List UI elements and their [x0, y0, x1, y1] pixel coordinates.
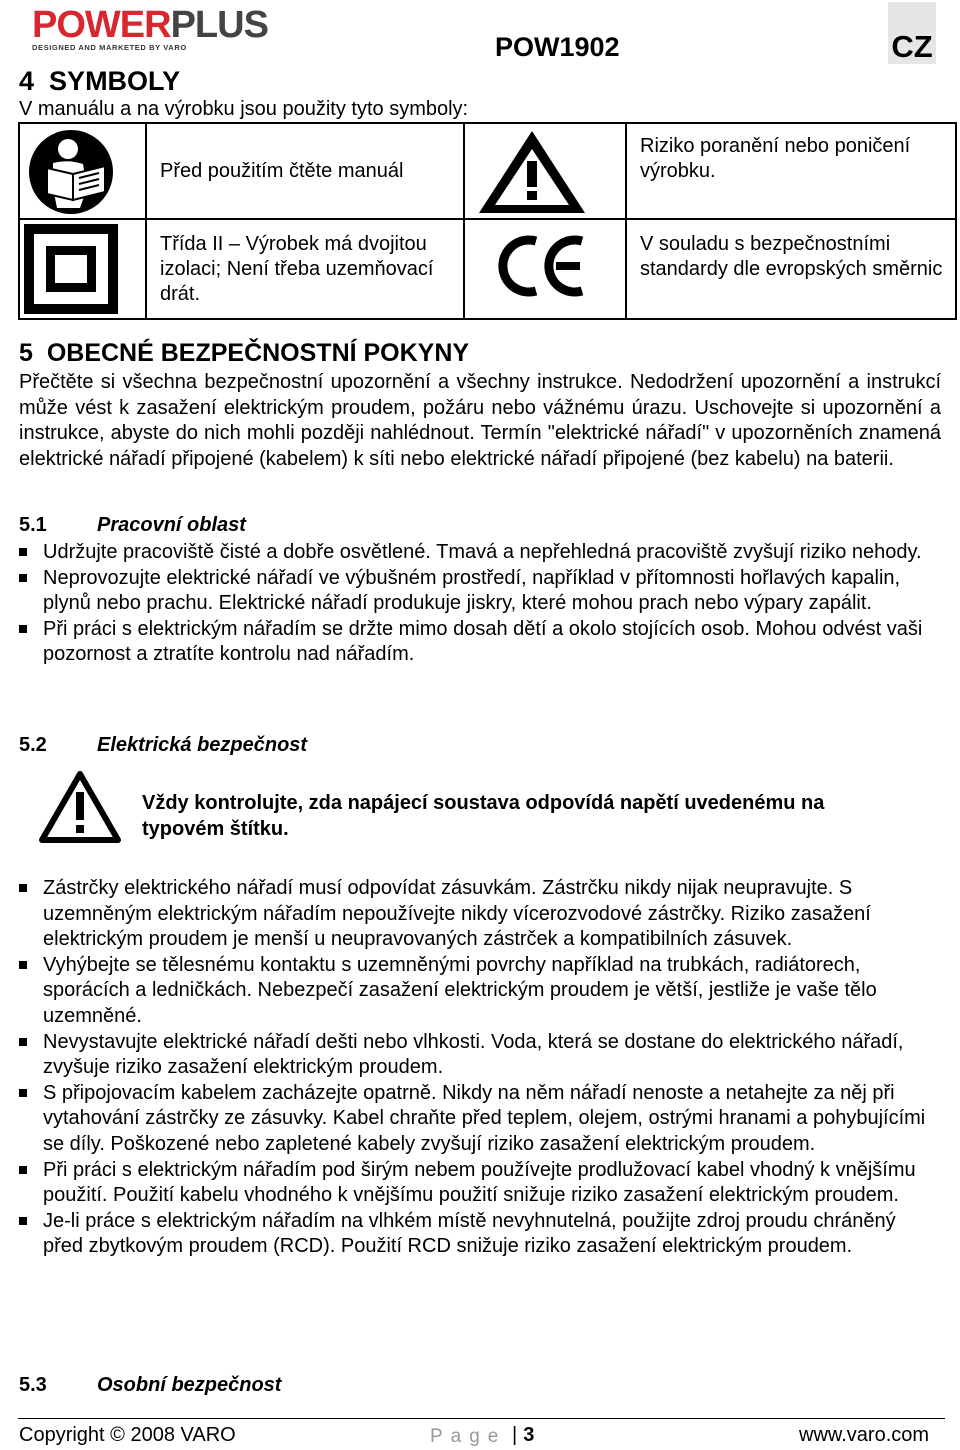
footer-copyright: Copyright © 2008 VARO [19, 1424, 236, 1446]
language-tag: CZ [888, 2, 936, 64]
section-5-title: OBECNÉ BEZPEČNOSTNÍ POKYNY [46, 339, 470, 367]
double-insulation-icon [22, 222, 120, 316]
footer-divider [18, 1418, 945, 1419]
subsection-5-1-number: 5.1 [19, 514, 47, 536]
list-item: Udržujte pracoviště čisté a dobře osvětlené. Tmavá a nepřehledná pracoviště zvyšují riziko nehody. [19, 540, 941, 566]
subsection-5-1-title: Pracovní oblast [97, 514, 246, 536]
brand-logo [32, 4, 362, 52]
subsection-5-1-heading [19, 514, 246, 537]
electrical-safety-list [19, 876, 941, 1260]
voltage-warning: Vždy kontrolujte, zda napájecí soustava odpovídá napětí uvedenému na typovém štítku. [142, 792, 825, 840]
list-item: Zástrčky elektrického nářadí musí odpovídat zásuvkám. Zástrčku nikdy nijak neupravujte. S uzemněným elektrickým nářadím nepoužívejte nikdy vícerozvodové zástrčky. Riziko zasažení elektrickým proudem je menší u neupravovaných zástrček a kompatibilních zásuvek. [19, 876, 941, 953]
warning-triangle-icon [475, 127, 589, 217]
symbol-text-double-insulation: Třída II – Výrobek má dvojitou izolaci; Není třeba uzemňovací drát. [160, 233, 434, 305]
symbol-text-read-manual: Před použitím čtěte manuál [160, 160, 404, 182]
subsection-5-2-heading [19, 734, 307, 757]
footer-page-number: | 3 [512, 1424, 534, 1447]
list-item: Při práci s elektrickým nářadím se držte mimo dosah dětí a okolo stojících osob. Mohou odvést vaši pozornost a ztratíte kontrolu nad nářadím. [19, 617, 941, 668]
list-item: S připojovacím kabelem zacházejte opatrně. Nikdy na něm nářadí nenoste a netahejte za něj při vytahování zástrčky ze zásuvky. Kabel chraňte před teplem, olejem, ostrými hranami a pohybujícími se díly. Poškozené nebo zapletené kabely zvyšují riziko zasažení elektrickým proudem. [19, 1081, 941, 1158]
footer-page-label: Page [430, 1426, 507, 1447]
list-item: Neprovozujte elektrické nářadí ve výbušném prostředí, například v přítomnosti hořlavých kapalin, plynů nebo prachu. Elektrické nářadí produkuje jiskry, které mohou prach nebo výpary zapálit. [19, 566, 941, 617]
brand-plus: PLUS [170, 4, 268, 46]
footer-url[interactable]: www.varo.com [799, 1424, 930, 1446]
section-4-title: SYMBOLY [49, 66, 181, 96]
symbol-table [18, 122, 957, 320]
read-manual-icon [25, 128, 139, 216]
subsection-5-2-title: Elektrická bezpečnost [97, 734, 308, 756]
section-4-number: 4 [19, 66, 35, 96]
list-item: Je-li práce s elektrickým nářadím na vlhkém místě nevyhnutelná, použijte zdroj proudu chráněný před zbytkovým proudem (RCD). Použití RCD snižuje riziko zasažení elektrickým proudem. [19, 1209, 941, 1260]
subsection-5-3-number: 5.3 [19, 1374, 47, 1396]
symbol-text-warning: Riziko poranění nebo poničení výrobku. [640, 135, 911, 182]
symbol-text-ce: V souladu s bezpečnostními standardy dle evropských směrnic [640, 233, 943, 280]
brand-wordmark [32, 4, 362, 46]
warning-triangle-icon [38, 770, 122, 844]
work-area-list [19, 540, 941, 668]
section-4-intro: V manuálu a na výrobku jsou použity tyto symboly: [19, 98, 469, 120]
subsection-5-2-number: 5.2 [19, 734, 47, 756]
subsection-5-3-title: Osobní bezpečnost [97, 1374, 282, 1396]
model-number: POW1902 [495, 32, 620, 62]
ce-mark-icon [498, 231, 588, 301]
section-5-heading [19, 339, 469, 368]
subsection-5-3-heading [19, 1374, 281, 1397]
brand-power: POWER [32, 4, 171, 46]
list-item: Nevystavujte elektrické nářadí dešti nebo vlhkosti. Voda, která se dostane do elektrického nářadí, zvyšuje riziko zasažení elektrickým proudem. [19, 1030, 941, 1081]
section-5-number: 5 [19, 339, 33, 367]
list-item: Vyhýbejte se tělesnému kontaktu s uzemněnými povrchy například na trubkách, radiátorech, sporácích a ledničkách. Nebezpečí zasažení elektrickým proudem je větší, jestliže je vaše tělo uzemněné. [19, 953, 941, 1030]
list-item: Při práci s elektrickým nářadím pod širým nebem používejte prodlužovací kabel vhodný k vnějšímu použití. Použití kabelu vhodného k vnějšímu použití snižuje riziko zasažení elektrickým proudem. [19, 1158, 941, 1209]
section-5-intro: Přečtěte si všechna bezpečnostní upozornění a všechny instrukce. Nedodržení upozornění a instrukcí může vést k zasažení elektrickým proudem, požáru nebo vážnému úrazu. Uschovejte si upozornění a instrukce, abyste do nich mohli později nahlédnout. Termín "elektrické nářadí" v upozorněních znamená elektrické nářadí připojené (kabelem) k síti nebo elektrické nářadí připojené (bez kabelu) na baterii. [19, 371, 941, 470]
brand-tagline: DESIGNED AND MARKETED BY VARO [32, 43, 187, 52]
section-4-heading [19, 66, 180, 97]
